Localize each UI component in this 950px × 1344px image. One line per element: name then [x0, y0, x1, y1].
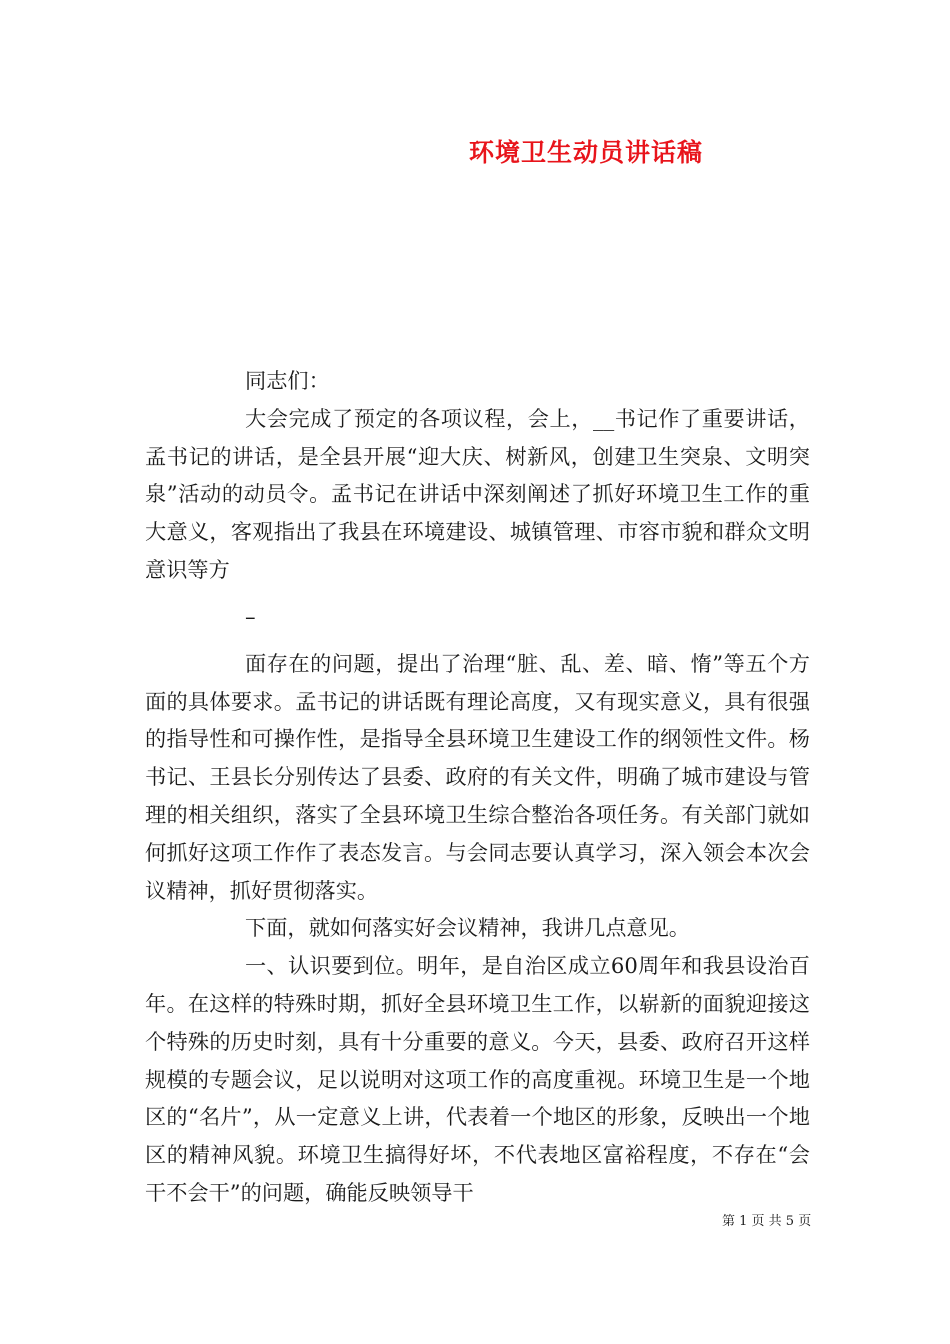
- body-paragraph: 面存在的问题，提出了治理“脏、乱、差、暗、惰”等五个方面的具体要求。孟书记的讲话既有理论高度，又有现实意义，具有很强的指导性和可操作性，是指导全县环境卫生建设工作的纲领性文件。杨书记、王县长分别传达了县委、政府的有关文件，明确了城市建设与管理的相关组织，落实了全县环境卫生综合整治各项任务。有关部门就如何抓好这项工作作了表态发言。与会同志要认真学习，深入领会本次会议精神，抓好贯彻落实。: [145, 650, 810, 903]
- document-body: [145, 362, 810, 1212]
- body-paragraph: 大会完成了预定的各项议程，会上，__书记作了重要讲话，孟书记的讲话，是全县开展“迎大庆、树新风，创建卫生突泉、文明突泉”活动的动员令。孟书记在讲话中深刻阐述了抓好环境卫生工作的重大意义，客观指出了我县在环境建设、城镇管理、市容市貌和群众文明意识等方: [145, 405, 810, 582]
- body-paragraph: 下面，就如何落实好会议精神，我讲几点意见。: [245, 915, 690, 941]
- dash-separator: –: [245, 603, 256, 629]
- document-title: 环境卫生动员讲话稿: [469, 138, 704, 167]
- body-paragraph: 一、认识要到位。明年，是自治区成立60周年和我县设治百年。在这样的特殊时期，抓好全县环境卫生工作，以崭新的面貌迎接这个特殊的历史时刻，具有十分重要的意义。今天，县委、政府召开这样规模的专题会议，足以说明对这项工作的高度重视。环境卫生是一个地区的“名片”，从一定意义上讲，代表着一个地区的形象，反映出一个地区的精神风貌。环境卫生搞得好坏，不代表地区富裕程度，不存在“会干不会干”的问题，确能反映领导干: [145, 953, 810, 1205]
- page-footer: 第 1 页 共 5 页: [722, 1214, 812, 1229]
- salutation-paragraph: 同志们：: [245, 368, 330, 393]
